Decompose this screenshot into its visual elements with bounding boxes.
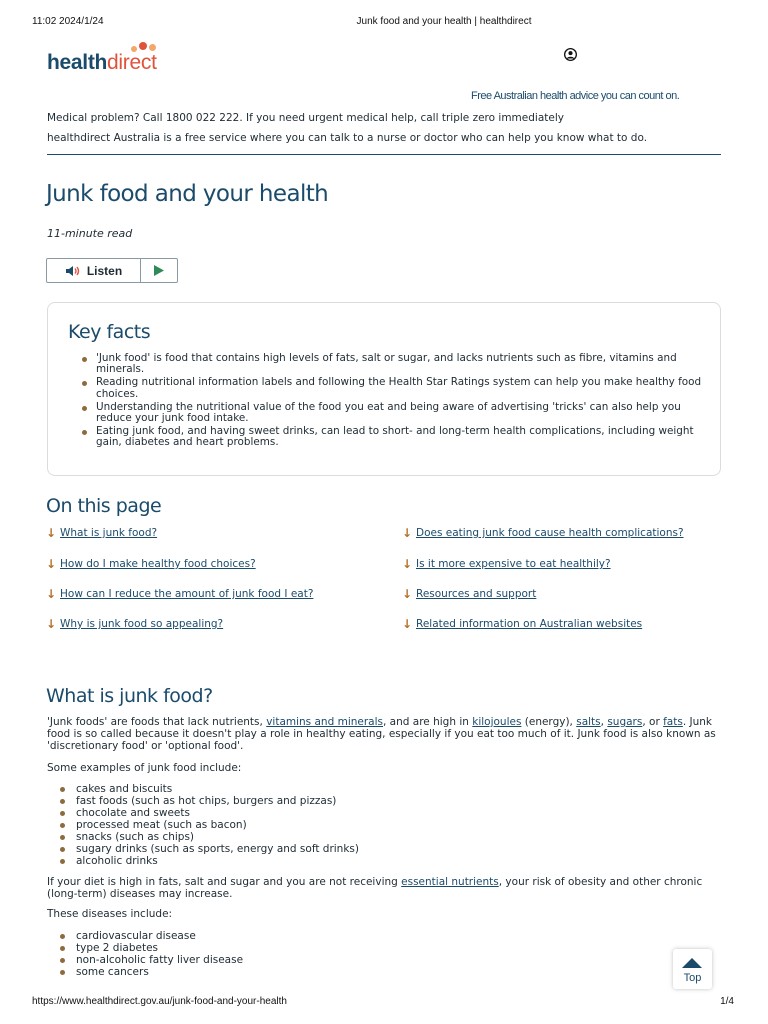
toc-link-resources[interactable]: ↓ Resources and support: [402, 587, 537, 601]
bullet-icon: [60, 823, 65, 828]
cardiovascular-disease-link[interactable]: cardiovascular disease: [76, 930, 196, 942]
cancers-link[interactable]: cancers: [107, 966, 149, 978]
on-this-page-heading: On this page: [46, 495, 162, 517]
type-2-diabetes-link[interactable]: type 2 diabetes: [76, 942, 159, 954]
arrow-down-icon: ↓: [402, 617, 413, 631]
tagline: Free Australian health advice you can count on.: [471, 90, 680, 102]
toc-link-why-appealing[interactable]: ↓ Why is junk food so appealing?: [46, 617, 224, 631]
listen-button[interactable]: [47, 259, 141, 282]
print-page-number: 1/4: [720, 996, 734, 1007]
bullet-icon: [82, 357, 87, 362]
list-item: chocolate and sweets: [60, 807, 359, 819]
list-item: sugary drinks (such as sports, energy and soft drinks): [60, 843, 359, 855]
chevron-up-icon: [682, 957, 702, 969]
essential-nutrients-link[interactable]: essential nutrients: [401, 876, 499, 888]
list-item: snacks (such as chips): [60, 831, 359, 843]
sugars-link[interactable]: sugars: [607, 716, 643, 728]
list-item: [60, 954, 243, 966]
back-to-top-button[interactable]: [673, 949, 712, 989]
key-facts-heading: Key facts: [68, 321, 151, 343]
read-time: 11-minute read: [47, 227, 133, 240]
key-facts-list: [82, 353, 702, 450]
diseases-intro: These diseases include:: [47, 908, 173, 920]
bullet-icon: [60, 946, 65, 951]
play-button[interactable]: [141, 259, 177, 282]
print-title: Junk food and your health | healthdirect: [356, 16, 532, 27]
list-item: fast foods (such as hot chips, burgers and pizzas): [60, 795, 359, 807]
bullet-icon: [60, 811, 65, 816]
listen-player: [46, 258, 178, 283]
list-item: cakes and biscuits: [60, 783, 359, 795]
account-icon[interactable]: [564, 48, 577, 61]
list-item: some cancers: [60, 966, 243, 978]
arrow-down-icon: ↓: [402, 587, 413, 601]
list-item: [60, 930, 243, 942]
logo-wordmark: healthdirect: [47, 51, 157, 74]
list-item: alcoholic drinks: [60, 855, 359, 867]
arrow-down-icon: ↓: [46, 587, 57, 601]
toc-link-what-is-junk-food[interactable]: ↓ What is junk food?: [46, 526, 158, 540]
toc-link-health-complications[interactable]: ↓ Does eating junk food cause health complications?: [402, 526, 684, 540]
key-fact-item: 'Junk food' is food that contains high levels of fats, salt or sugar, and lacks nutrients such as fibre, vitamins and minerals.: [82, 353, 702, 376]
page-title: Junk food and your health: [46, 181, 329, 207]
print-url: https://www.healthdirect.gov.au/junk-food-and-your-health: [32, 996, 287, 1007]
toc-link-healthy-choices[interactable]: ↓ How do I make healthy food choices?: [46, 557, 256, 571]
speaker-icon: [65, 265, 81, 277]
bullet-icon: [82, 381, 87, 386]
toc-link-reduce-junk-food[interactable]: ↓ How can I reduce the amount of junk food I eat?: [46, 587, 314, 601]
vitamins-minerals-link[interactable]: vitamins and minerals: [266, 716, 383, 728]
key-fact-item: Eating junk food, and having sweet drinks, can lead to short- and long-term health complications, including weight gain, diabetes and heart problems.: [82, 426, 702, 449]
bullet-icon: [82, 430, 87, 435]
what-is-junk-food-heading: What is junk food?: [46, 685, 213, 707]
salts-link[interactable]: salts: [576, 716, 601, 728]
listen-label: Listen: [86, 263, 123, 278]
toc-link-related-info[interactable]: ↓ Related information on Australian websites: [402, 617, 643, 631]
examples-list: [60, 783, 359, 867]
key-facts-box: [47, 302, 721, 476]
key-fact-item: Reading nutritional information labels and following the Health Star Ratings system can help you make healthy food choices.: [82, 377, 702, 400]
bullet-icon: [60, 847, 65, 852]
play-icon: [154, 265, 164, 276]
print-date: 11:02 2024/1/24: [32, 16, 104, 27]
back-to-top-label: Top: [683, 972, 702, 984]
examples-intro: Some examples of junk food include:: [47, 762, 242, 774]
bullet-icon: [60, 835, 65, 840]
service-notice: healthdirect Australia is a free service where you can talk to a nurse or doctor who can help you know what to do.: [47, 132, 648, 144]
arrow-down-icon: ↓: [402, 557, 413, 571]
fats-link[interactable]: fats: [663, 716, 683, 728]
definition-paragraph: 'Junk foods' are foods that lack nutrients, vitamins and minerals, and are high in kilojoules (energy), salts, sugars, or fats. Junk food is so called because it doesn't play a role in healthy eating, especially if you eat too much of it. Junk food is also known as 'discretionary food' or 'optional food'.: [47, 716, 716, 752]
list-item: processed meat (such as bacon): [60, 819, 359, 831]
fatty-liver-disease-link[interactable]: non-alcoholic fatty liver disease: [76, 954, 244, 966]
bullet-icon: [60, 787, 65, 792]
arrow-down-icon: ↓: [46, 557, 57, 571]
urgent-help-notice: Medical problem? Call 1800 022 222. If you need urgent medical help, call triple zero immediately: [47, 112, 564, 124]
kilojoules-link[interactable]: kilojoules: [472, 716, 522, 728]
risk-paragraph: If your diet is high in fats, salt and sugar and you are not receiving essential nutrients, your risk of obesity and other chronic (long-term) diseases may increase.: [47, 876, 703, 900]
bullet-icon: [60, 970, 65, 975]
arrow-down-icon: ↓: [402, 526, 413, 540]
key-fact-item: Understanding the nutritional value of the food you eat and being aware of advertising 'tricks' can also help you reduce your junk food intake.: [82, 402, 702, 425]
bullet-icon: [60, 799, 65, 804]
arrow-down-icon: ↓: [46, 526, 57, 540]
list-item: [60, 942, 243, 954]
toc-link-more-expensive[interactable]: ↓ Is it more expensive to eat healthily?: [402, 557, 611, 571]
diseases-list: [60, 930, 243, 978]
header-divider: [47, 154, 721, 155]
bullet-icon: [82, 406, 87, 411]
bullet-icon: [60, 934, 65, 939]
print-header: [0, 14, 768, 30]
bullet-icon: [60, 859, 65, 864]
bullet-icon: [60, 958, 65, 963]
arrow-down-icon: ↓: [46, 617, 57, 631]
